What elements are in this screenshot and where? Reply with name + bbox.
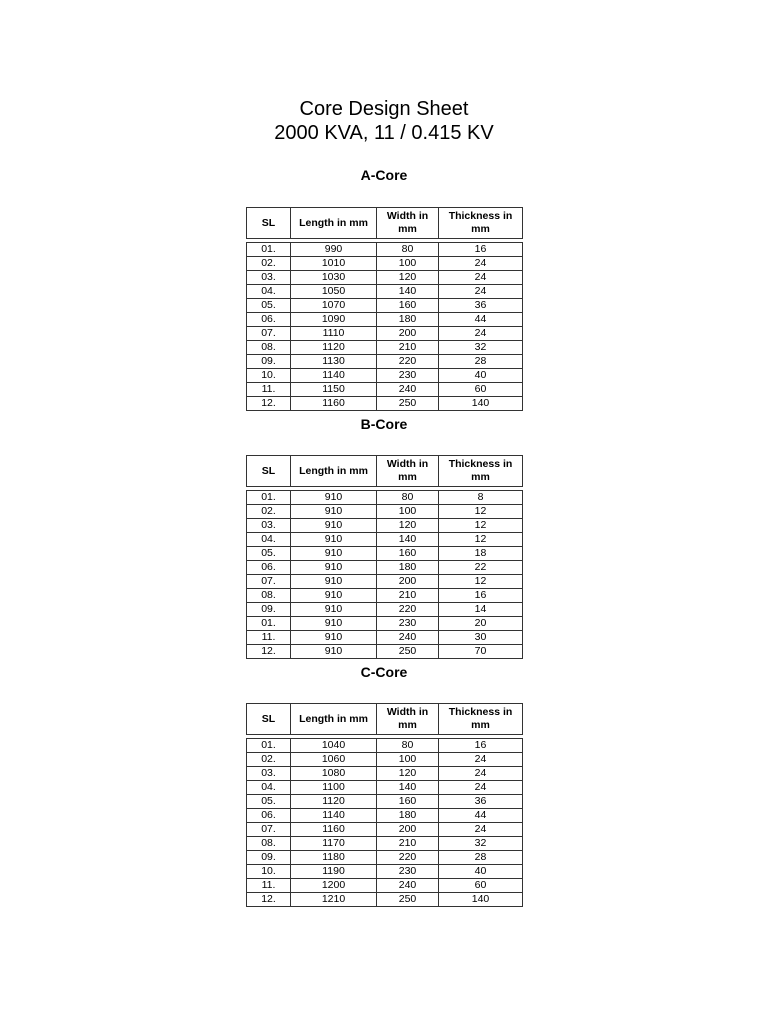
cell-sl: 10. xyxy=(247,865,291,879)
table-row xyxy=(247,645,523,659)
cell-thickness: 28 xyxy=(439,851,523,865)
cell-sl: 09. xyxy=(247,603,291,617)
cell-thickness: 24 xyxy=(439,285,523,299)
cell-sl: 09. xyxy=(247,851,291,865)
cell-width: 230 xyxy=(377,865,439,879)
table-row xyxy=(247,285,523,299)
cell-sl: 03. xyxy=(247,519,291,533)
cell-width: 240 xyxy=(377,631,439,645)
table-row xyxy=(247,603,523,617)
cell-thickness: 24 xyxy=(439,767,523,781)
table-row xyxy=(247,369,523,383)
cell-sl: 08. xyxy=(247,837,291,851)
cell-width: 100 xyxy=(377,505,439,519)
cell-width: 220 xyxy=(377,851,439,865)
cell-length: 1160 xyxy=(291,397,377,411)
table-row xyxy=(247,575,523,589)
cell-thickness: 70 xyxy=(439,645,523,659)
cell-length: 1070 xyxy=(291,299,377,313)
cell-width: 250 xyxy=(377,645,439,659)
cell-thickness: 16 xyxy=(439,739,523,753)
header-sl: SL xyxy=(247,704,291,735)
table-row xyxy=(247,341,523,355)
cell-length: 1200 xyxy=(291,879,377,893)
cell-sl: 03. xyxy=(247,767,291,781)
cell-width: 230 xyxy=(377,617,439,631)
table-header-row xyxy=(247,456,523,487)
cell-thickness: 8 xyxy=(439,491,523,505)
header-length: Length in mm xyxy=(291,704,377,735)
cell-thickness: 44 xyxy=(439,313,523,327)
table-header-row xyxy=(247,704,523,735)
table-row xyxy=(247,617,523,631)
cell-sl: 02. xyxy=(247,505,291,519)
cell-thickness: 14 xyxy=(439,603,523,617)
cell-sl: 11. xyxy=(247,879,291,893)
cell-sl: 11. xyxy=(247,383,291,397)
cell-sl: 07. xyxy=(247,575,291,589)
cell-width: 180 xyxy=(377,561,439,575)
cell-width: 80 xyxy=(377,739,439,753)
cell-width: 220 xyxy=(377,355,439,369)
table-row xyxy=(247,505,523,519)
cell-length: 1170 xyxy=(291,837,377,851)
cell-length: 1130 xyxy=(291,355,377,369)
cell-length: 910 xyxy=(291,589,377,603)
cell-width: 80 xyxy=(377,491,439,505)
table-row xyxy=(247,397,523,411)
cell-length: 1120 xyxy=(291,795,377,809)
table-row xyxy=(247,781,523,795)
cell-width: 210 xyxy=(377,837,439,851)
cell-width: 200 xyxy=(377,327,439,341)
cell-sl: 01. xyxy=(247,491,291,505)
cell-sl: 01. xyxy=(247,617,291,631)
cell-width: 210 xyxy=(377,589,439,603)
cell-width: 160 xyxy=(377,547,439,561)
cell-thickness: 24 xyxy=(439,823,523,837)
table-row xyxy=(247,809,523,823)
page-title-line-1: Core Design Sheet xyxy=(299,98,469,120)
table-row xyxy=(247,533,523,547)
cell-length: 910 xyxy=(291,519,377,533)
cell-width: 200 xyxy=(377,575,439,589)
table-row xyxy=(247,893,523,907)
cell-width: 120 xyxy=(377,519,439,533)
cell-thickness: 32 xyxy=(439,837,523,851)
cell-sl: 03. xyxy=(247,271,291,285)
cell-sl: 12. xyxy=(247,397,291,411)
cell-thickness: 36 xyxy=(439,795,523,809)
cell-thickness: 22 xyxy=(439,561,523,575)
cell-sl: 12. xyxy=(247,893,291,907)
core-table-c xyxy=(246,703,523,907)
cell-sl: 01. xyxy=(247,739,291,753)
cell-sl: 08. xyxy=(247,589,291,603)
header-sl: SL xyxy=(247,456,291,487)
cell-thickness: 24 xyxy=(439,327,523,341)
cell-width: 230 xyxy=(377,369,439,383)
header-thickness: Thickness in mm xyxy=(439,208,523,239)
cell-width: 160 xyxy=(377,795,439,809)
cell-width: 220 xyxy=(377,603,439,617)
cell-sl: 08. xyxy=(247,341,291,355)
header-width: Width in mm xyxy=(377,208,439,239)
cell-thickness: 40 xyxy=(439,369,523,383)
table-row xyxy=(247,299,523,313)
cell-thickness: 140 xyxy=(439,397,523,411)
cell-width: 140 xyxy=(377,781,439,795)
cell-thickness: 20 xyxy=(439,617,523,631)
cell-length: 1040 xyxy=(291,739,377,753)
cell-length: 1140 xyxy=(291,369,377,383)
cell-length: 1090 xyxy=(291,313,377,327)
table-row xyxy=(247,383,523,397)
cell-width: 240 xyxy=(377,383,439,397)
cell-width: 240 xyxy=(377,879,439,893)
cell-thickness: 40 xyxy=(439,865,523,879)
cell-length: 910 xyxy=(291,631,377,645)
cell-sl: 02. xyxy=(247,257,291,271)
table-row xyxy=(247,823,523,837)
cell-length: 1120 xyxy=(291,341,377,355)
cell-length: 1100 xyxy=(291,781,377,795)
table-row xyxy=(247,739,523,753)
cell-width: 200 xyxy=(377,823,439,837)
cell-length: 910 xyxy=(291,645,377,659)
cell-sl: 10. xyxy=(247,369,291,383)
cell-length: 990 xyxy=(291,243,377,257)
cell-sl: 05. xyxy=(247,299,291,313)
cell-sl: 02. xyxy=(247,753,291,767)
cell-thickness: 24 xyxy=(439,781,523,795)
table-row xyxy=(247,547,523,561)
cell-length: 1110 xyxy=(291,327,377,341)
section-heading-a-core: A-Core xyxy=(360,167,408,183)
cell-thickness: 44 xyxy=(439,809,523,823)
cell-thickness: 12 xyxy=(439,519,523,533)
table-row xyxy=(247,767,523,781)
table-row xyxy=(247,879,523,893)
cell-width: 180 xyxy=(377,313,439,327)
cell-length: 1080 xyxy=(291,767,377,781)
table-header-row xyxy=(247,208,523,239)
cell-width: 120 xyxy=(377,271,439,285)
cell-width: 160 xyxy=(377,299,439,313)
cell-length: 910 xyxy=(291,533,377,547)
cell-thickness: 12 xyxy=(439,505,523,519)
cell-sl: 07. xyxy=(247,327,291,341)
cell-thickness: 12 xyxy=(439,533,523,547)
cell-sl: 11. xyxy=(247,631,291,645)
header-length: Length in mm xyxy=(291,208,377,239)
cell-width: 120 xyxy=(377,767,439,781)
cell-length: 910 xyxy=(291,505,377,519)
table-row xyxy=(247,631,523,645)
table-row xyxy=(247,795,523,809)
cell-sl: 09. xyxy=(247,355,291,369)
cell-length: 1030 xyxy=(291,271,377,285)
cell-width: 80 xyxy=(377,243,439,257)
cell-length: 910 xyxy=(291,575,377,589)
cell-thickness: 32 xyxy=(439,341,523,355)
cell-thickness: 30 xyxy=(439,631,523,645)
cell-sl: 04. xyxy=(247,533,291,547)
table-row xyxy=(247,491,523,505)
cell-thickness: 36 xyxy=(439,299,523,313)
cell-width: 140 xyxy=(377,533,439,547)
table-row xyxy=(247,753,523,767)
cell-sl: 01. xyxy=(247,243,291,257)
cell-length: 1010 xyxy=(291,257,377,271)
cell-width: 250 xyxy=(377,397,439,411)
header-thickness: Thickness in mm xyxy=(439,456,523,487)
cell-length: 1160 xyxy=(291,823,377,837)
cell-sl: 04. xyxy=(247,781,291,795)
table-row xyxy=(247,519,523,533)
cell-length: 1050 xyxy=(291,285,377,299)
section-heading-c-core: C-Core xyxy=(360,664,408,680)
header-thickness: Thickness in mm xyxy=(439,704,523,735)
cell-width: 140 xyxy=(377,285,439,299)
cell-length: 1060 xyxy=(291,753,377,767)
cell-length: 1190 xyxy=(291,865,377,879)
cell-sl: 04. xyxy=(247,285,291,299)
section-heading-b-core: B-Core xyxy=(360,416,408,432)
cell-sl: 05. xyxy=(247,795,291,809)
cell-width: 210 xyxy=(377,341,439,355)
cell-length: 910 xyxy=(291,547,377,561)
cell-thickness: 28 xyxy=(439,355,523,369)
cell-sl: 12. xyxy=(247,645,291,659)
table-row xyxy=(247,865,523,879)
header-width: Width in mm xyxy=(377,456,439,487)
table-row xyxy=(247,589,523,603)
cell-sl: 07. xyxy=(247,823,291,837)
header-length: Length in mm xyxy=(291,456,377,487)
cell-length: 1150 xyxy=(291,383,377,397)
header-width: Width in mm xyxy=(377,704,439,735)
cell-thickness: 16 xyxy=(439,243,523,257)
table-row xyxy=(247,837,523,851)
cell-length: 1140 xyxy=(291,809,377,823)
cell-thickness: 60 xyxy=(439,879,523,893)
cell-length: 1210 xyxy=(291,893,377,907)
cell-length: 910 xyxy=(291,491,377,505)
cell-width: 100 xyxy=(377,257,439,271)
cell-sl: 06. xyxy=(247,561,291,575)
table-row xyxy=(247,355,523,369)
table-row xyxy=(247,561,523,575)
core-table-a xyxy=(246,207,523,411)
cell-width: 250 xyxy=(377,893,439,907)
table-row xyxy=(247,243,523,257)
table-row xyxy=(247,313,523,327)
table-row xyxy=(247,271,523,285)
cell-thickness: 140 xyxy=(439,893,523,907)
page-title-line-2: 2000 KVA, 11 / 0.415 KV xyxy=(274,122,494,144)
cell-sl: 06. xyxy=(247,313,291,327)
cell-thickness: 16 xyxy=(439,589,523,603)
cell-length: 910 xyxy=(291,603,377,617)
cell-sl: 06. xyxy=(247,809,291,823)
cell-length: 910 xyxy=(291,617,377,631)
cell-sl: 05. xyxy=(247,547,291,561)
table-row xyxy=(247,327,523,341)
cell-thickness: 60 xyxy=(439,383,523,397)
table-row xyxy=(247,257,523,271)
cell-width: 180 xyxy=(377,809,439,823)
cell-thickness: 24 xyxy=(439,271,523,285)
core-table-b xyxy=(246,455,523,659)
cell-thickness: 24 xyxy=(439,257,523,271)
cell-length: 910 xyxy=(291,561,377,575)
table-row xyxy=(247,851,523,865)
cell-thickness: 18 xyxy=(439,547,523,561)
cell-thickness: 12 xyxy=(439,575,523,589)
header-sl: SL xyxy=(247,208,291,239)
cell-length: 1180 xyxy=(291,851,377,865)
cell-width: 100 xyxy=(377,753,439,767)
cell-thickness: 24 xyxy=(439,753,523,767)
